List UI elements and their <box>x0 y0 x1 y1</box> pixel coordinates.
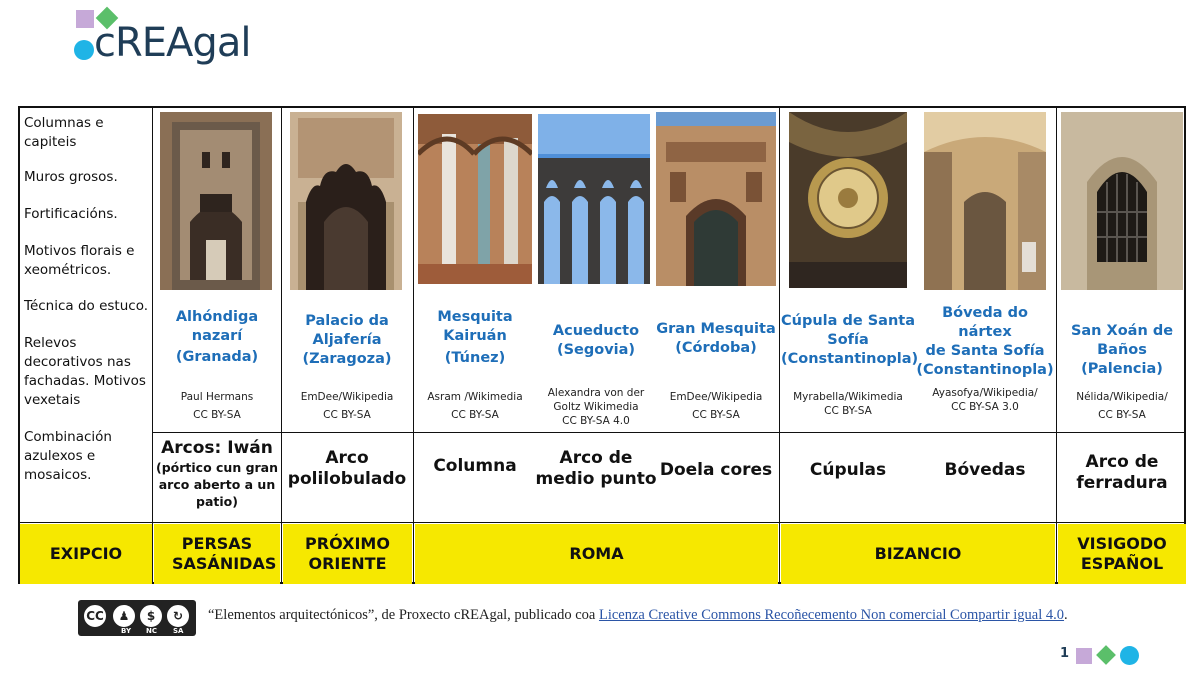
footer-square-icon <box>1076 648 1092 664</box>
logo-circle-icon <box>74 40 94 60</box>
photo-cordoba <box>656 112 776 286</box>
credit-aljaferia: EmDee/Wikipedia CC BY-SA <box>300 391 394 421</box>
photo-kairuan <box>418 114 532 284</box>
creagal-logo <box>72 6 272 68</box>
cc-icon: CC <box>82 603 108 629</box>
creative-commons-badge <box>78 600 196 636</box>
features-list <box>24 114 150 485</box>
credit-boveda: Ayasofya/Wikipedia/ CC BY-SA 3.0 <box>932 387 1038 413</box>
sa-label: SA <box>173 627 184 635</box>
element-arco-ferradura: Arco de ferradura <box>1076 452 1168 493</box>
license-text: “Elementos arquitectónicos”, de Proxecto cREAgal, publicado coa Licenza Creative Commons Recoñecemento Non comercial Compartir igual 4.0. <box>208 607 1068 623</box>
feature-item: Relevos decorativos nas fachadas. Motivos vexetais <box>24 335 146 408</box>
nc-label: NC <box>146 627 157 635</box>
feature-item: Fortificacións. <box>24 206 118 222</box>
era-bizancio: BIZANCIO <box>781 524 1055 584</box>
photo-cupula-santa-sofia <box>789 112 907 288</box>
element-columna: Columna <box>433 456 517 476</box>
feature-item: Muros grosos. <box>24 169 118 185</box>
era-proximo-oriente: PRÓXIMO ORIENTE <box>283 524 412 584</box>
era-exipcio: EXIPCIO <box>20 524 152 584</box>
caption-cordoba: Gran Mesquita (Córdoba) <box>656 321 776 356</box>
caption-aljaferia: Palacio da Aljafería (Zaragoza) <box>302 313 392 367</box>
page-number: 1 <box>1060 646 1070 661</box>
credit-alhondiga: Paul Hermans CC BY-SA <box>180 391 254 421</box>
caption-acueducto: Acueducto (Segovia) <box>552 323 640 358</box>
caption-san-xoan: San Xoán de Baños (Palencia) <box>1070 323 1174 377</box>
element-arco-polilobulado: Arco polilobulado <box>287 448 407 489</box>
feature-item: Columnas e capiteis <box>24 115 104 150</box>
footer-circle-icon <box>1120 646 1139 665</box>
era-visigodo-espanol: VISIGODO ESPAÑOL <box>1058 524 1186 584</box>
element-arco-medio-punto: Arco de medio punto <box>535 448 657 489</box>
element-doela-cores: Doela cores <box>659 460 773 480</box>
credit-acueducto: Alexandra von der Goltz Wikimedia CC BY-SA 4.0 <box>547 387 645 427</box>
by-person-icon: ♟ <box>111 603 137 629</box>
credit-cordoba: EmDee/Wikipedia CC BY-SA <box>669 391 763 421</box>
nc-dollar-icon: $ <box>138 603 164 629</box>
photo-boveda-nartex <box>924 112 1046 290</box>
era-roma: ROMA <box>415 524 778 584</box>
sa-share-icon: ↻ <box>165 603 191 629</box>
caption-alhondiga: Alhóndiga nazarí (Granada) <box>175 309 259 365</box>
photo-acueducto <box>538 114 650 284</box>
architecture-table <box>18 106 1186 584</box>
license-link[interactable]: Licenza Creative Commons Recoñecemento Non comercial Compartir igual 4.0 <box>598 607 1065 623</box>
logo-square-icon <box>76 10 94 28</box>
element-iwan: Arcos: Iwán (pórtico cun gran arco aberto a un patio) <box>155 438 279 509</box>
credit-san-xoan: Nélida/Wikipedia/ CC BY-SA <box>1076 391 1168 421</box>
element-cupulas: Cúpulas <box>809 460 887 480</box>
photo-aljaferia <box>290 112 402 290</box>
by-label: BY <box>121 627 132 635</box>
photo-san-xoan-banos <box>1061 112 1183 290</box>
era-persas-sasanidas: PERSAS SASÁNIDAS <box>154 524 280 584</box>
caption-cupula: Cúpula de Santa Sofía (Constantinopla) <box>781 313 919 367</box>
footer-diamond-icon <box>1096 645 1116 665</box>
feature-item: Técnica do estuco. <box>24 298 149 314</box>
credit-kairuan: Asram /Wikimedia CC BY-SA <box>427 391 523 421</box>
feature-item: Combinación azulexos e mosaicos. <box>24 429 112 483</box>
element-bovedas: Bóvedas <box>944 460 1026 480</box>
caption-kairuan: Mesquita Kairuán (Túnez) <box>437 309 513 366</box>
feature-item: Motivos florais e xeométricos. <box>24 243 135 278</box>
photo-alhondiga <box>160 112 272 290</box>
credit-cupula: Myrabella/Wikimedia CC BY-SA <box>793 391 903 417</box>
caption-boveda: Bóveda do nártex de Santa Sofía (Constantinopla) <box>916 305 1054 378</box>
logo-text: cREAgal <box>94 20 251 66</box>
